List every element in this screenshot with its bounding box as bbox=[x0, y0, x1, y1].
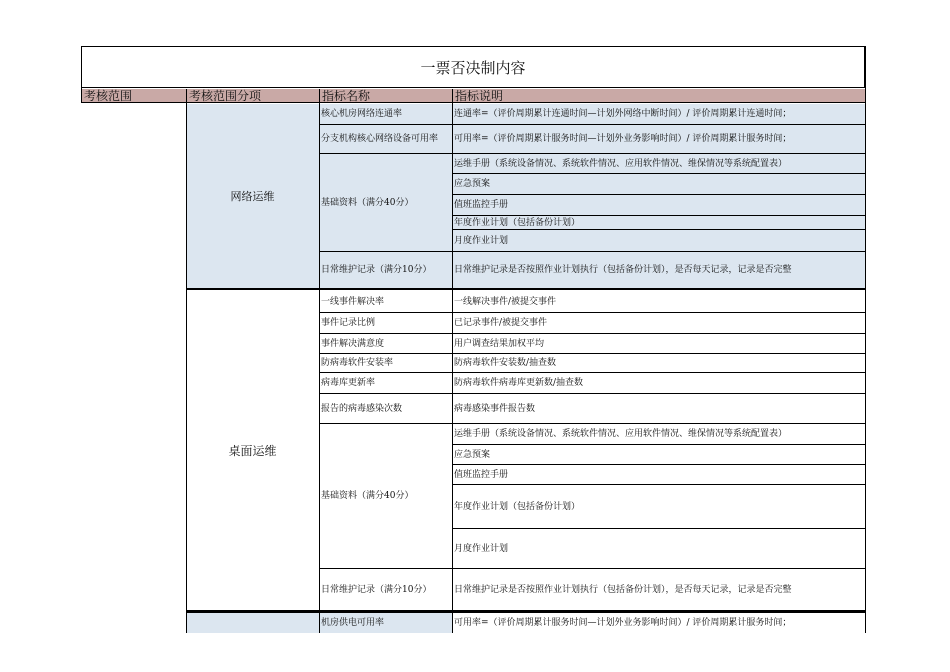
description-cell bbox=[452, 424, 866, 445]
header-indicator bbox=[319, 89, 452, 103]
indicator-cell bbox=[319, 291, 452, 313]
grid-line bbox=[186, 89, 187, 633]
indicator-description: 用户调查结果加权平均 bbox=[454, 338, 545, 349]
indicator-name: 报告的病毒感染次数 bbox=[321, 403, 403, 414]
table-title-text: 一票否决制内容 bbox=[420, 58, 526, 77]
indicator-cell bbox=[319, 154, 452, 252]
header-description bbox=[452, 89, 866, 103]
indicator-description: 应急预案 bbox=[454, 179, 491, 189]
indicator-name: 防病毒软件安装率 bbox=[321, 358, 394, 368]
description-cell bbox=[452, 465, 866, 485]
group-desktop bbox=[186, 291, 319, 611]
indicator-description: 值班监控手册 bbox=[454, 469, 509, 480]
indicator-description: 防病毒软件安装数/抽查数 bbox=[454, 358, 557, 368]
indicator-cell bbox=[319, 424, 452, 569]
indicator-cell bbox=[319, 252, 452, 289]
header-scope bbox=[81, 89, 186, 103]
description-cell bbox=[452, 334, 866, 354]
header-description-label: 指标说明 bbox=[455, 89, 504, 103]
indicator-name: 一线事件解决率 bbox=[321, 296, 385, 307]
description-cell bbox=[452, 394, 866, 424]
description-cell bbox=[452, 125, 866, 154]
indicator-description: 运维手册（系统设备情况、系统软件情况、应用软件情况、维保情况等系统配置表） bbox=[454, 429, 788, 439]
indicator-description: 年度作业计划（包括备份计划） bbox=[454, 217, 581, 228]
group-network bbox=[186, 104, 319, 289]
indicator-cell bbox=[319, 334, 452, 354]
indicator-cell bbox=[319, 354, 452, 373]
grid-line bbox=[81, 46, 82, 103]
indicator-cell bbox=[319, 313, 452, 334]
indicator-description: 可用率=（评价周期累计服务时间—计划外业务影响时间）/ 评价周期累计服务时间； bbox=[454, 618, 792, 628]
indicator-name: 日常维护记录（满分10分） bbox=[321, 584, 432, 595]
indicator-description: 应急预案 bbox=[454, 449, 491, 460]
group-power bbox=[186, 613, 319, 633]
indicator-description: 可用率=（评价周期累计服务时间—计划外业务影响时间）/ 评价周期累计服务时间； bbox=[454, 134, 792, 144]
indicator-description: 连通率=（评价周期累计连通时间—计划外网络中断时间）/ 评价周期累计连通时间； bbox=[454, 109, 792, 119]
section-divider bbox=[186, 611, 866, 613]
header-sub-scope-label: 考核范围分项 bbox=[189, 89, 262, 103]
description-cell bbox=[452, 485, 866, 529]
grid-line bbox=[452, 89, 453, 633]
indicator-name: 事件记录比例 bbox=[321, 318, 376, 328]
indicator-cell bbox=[319, 104, 452, 125]
indicator-cell bbox=[319, 373, 452, 394]
description-cell bbox=[452, 252, 866, 289]
indicator-description: 值班监控手册 bbox=[454, 200, 509, 210]
group-network-label: 网络运维 bbox=[230, 190, 275, 203]
description-cell bbox=[452, 104, 866, 125]
indicator-description: 日常维护记录是否按照作业计划执行（包括备份计划），是否每天记录，记录是否完整 bbox=[454, 584, 792, 595]
description-cell bbox=[452, 529, 866, 569]
indicator-description: 一线解决事件/被提交事件 bbox=[454, 296, 557, 307]
description-cell bbox=[452, 154, 866, 174]
indicator-name: 日常维护记录（满分10分） bbox=[321, 265, 432, 275]
indicator-name: 核心机房网络连通率 bbox=[321, 109, 403, 119]
indicator-cell bbox=[319, 569, 452, 611]
header-sub-scope bbox=[186, 89, 319, 103]
grid-line bbox=[319, 89, 320, 633]
indicator-name: 病毒库更新率 bbox=[321, 378, 376, 388]
indicator-description: 病毒感染事件报告数 bbox=[454, 403, 536, 414]
section-divider bbox=[186, 289, 866, 290]
description-cell bbox=[452, 373, 866, 394]
indicator-description: 月度作业计划 bbox=[454, 235, 509, 246]
grid-line bbox=[865, 46, 866, 633]
indicator-name: 事件解决满意度 bbox=[321, 338, 385, 349]
indicator-name: 机房供电可用率 bbox=[321, 618, 385, 628]
description-cell bbox=[452, 195, 866, 216]
indicator-description: 日常维护记录是否按照作业计划执行（包括备份计划），是否每天记录，记录是否完整 bbox=[454, 265, 792, 275]
indicator-description: 防病毒软件病毒库更新数/抽查数 bbox=[454, 378, 584, 388]
indicator-name: 基础资料（满分40分） bbox=[321, 491, 414, 501]
table-title bbox=[81, 46, 865, 88]
description-cell bbox=[452, 313, 866, 334]
group-desktop-label: 桌面运维 bbox=[228, 444, 277, 458]
description-cell bbox=[452, 291, 866, 313]
description-cell bbox=[452, 354, 866, 373]
indicator-description: 年度作业计划（包括备份计划） bbox=[454, 501, 581, 512]
description-cell bbox=[452, 174, 866, 195]
indicator-cell bbox=[319, 613, 452, 633]
description-cell bbox=[452, 230, 866, 252]
description-cell bbox=[452, 445, 866, 465]
description-cell bbox=[452, 613, 866, 633]
description-cell bbox=[452, 216, 866, 230]
indicator-description: 月度作业计划 bbox=[454, 543, 509, 554]
header-scope-label: 考核范围 bbox=[84, 89, 133, 103]
indicator-cell bbox=[319, 394, 452, 424]
description-cell bbox=[452, 569, 866, 611]
indicator-name: 基础资料（满分40分） bbox=[321, 197, 414, 208]
header-indicator-label: 指标名称 bbox=[322, 89, 371, 103]
indicator-description: 运维手册（系统设备情况、系统软件情况、应用软件情况、维保情况等系统配置表） bbox=[454, 158, 788, 169]
indicator-description: 已记录事件/被提交事件 bbox=[454, 318, 548, 328]
indicator-cell bbox=[319, 125, 452, 154]
indicator-name: 分支机构核心网络设备可用率 bbox=[321, 134, 439, 144]
